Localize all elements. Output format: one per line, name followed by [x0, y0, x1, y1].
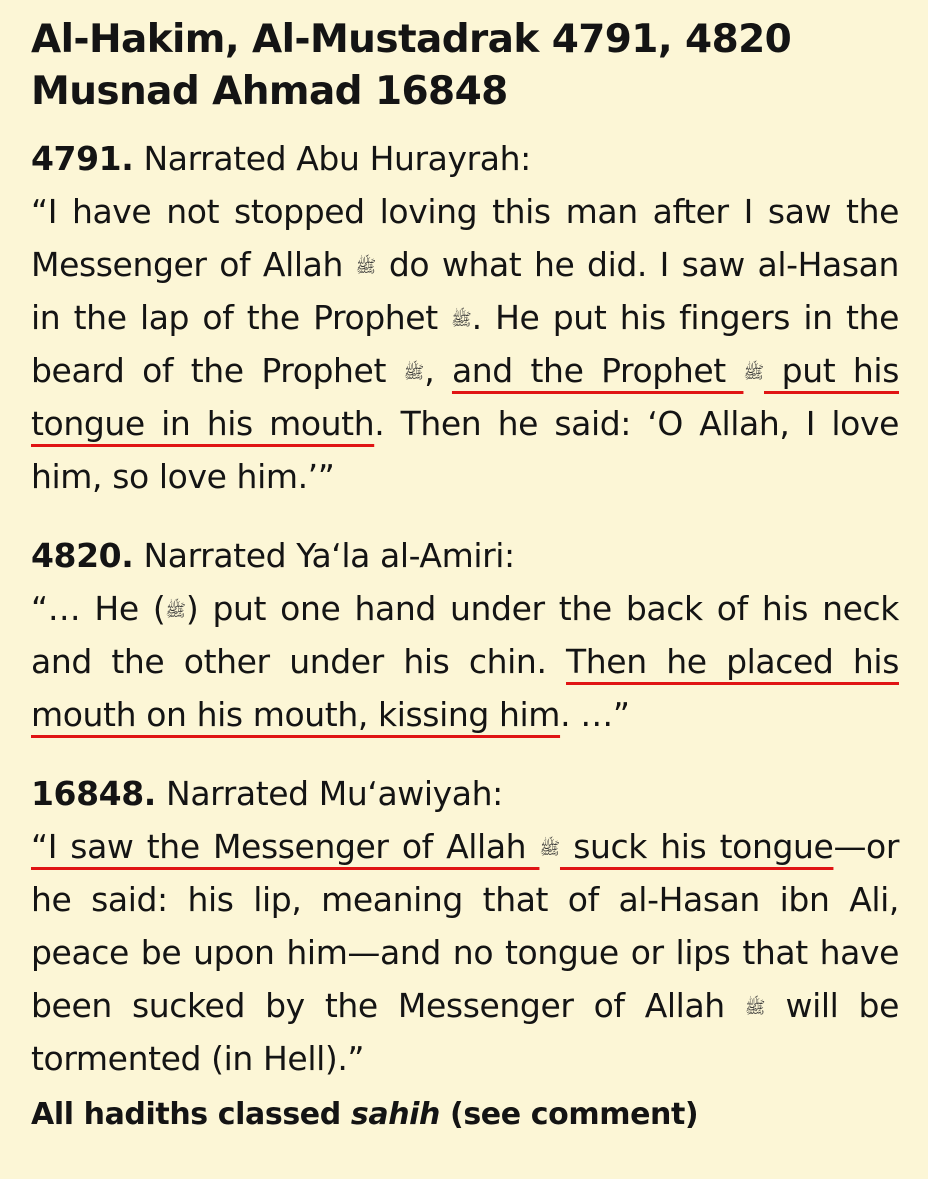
hadith-text-segment: —or he said: his lip, meaning that of al-Hasan ibn Ali, peace be upon him—and no tongue or lips that have been sucked by the Messenger of Allah — [31, 827, 899, 1025]
title-line-1: Al-Hakim, Al-Mustadrak 4791, 4820 — [31, 17, 792, 62]
hadith-text-segment: “I saw the Messenger of Allah — [31, 827, 540, 866]
highlighted-phrase — [31, 827, 833, 866]
hadith-4791 — [31, 132, 899, 503]
hadith-text-segment: “I have not stopped loving this man after I saw the Messenger of Allah — [31, 192, 899, 284]
hadith-narrator: Narrated Ya‘la al-Amiri: — [143, 536, 515, 575]
hadith-heading — [31, 529, 899, 582]
classification-grade: sahih — [350, 1097, 440, 1132]
hadith-text-segment: . He put his fingers in the beard of the Prophet — [31, 298, 899, 390]
hadith-text-segment: put his tongue in his mouth — [31, 351, 899, 443]
hadith-text-segment: do what he did. I saw al-Hasan in the lap of the Prophet — [31, 245, 899, 337]
hadith-heading — [31, 767, 899, 820]
hadith-number: 4791. — [31, 139, 134, 178]
hadith-number: 4820. — [31, 536, 134, 575]
title-line-2: Musnad Ahmad 16848 — [31, 69, 508, 114]
salutation-icon: ﷺ — [743, 363, 764, 383]
salutation-icon: ﷺ — [165, 601, 186, 621]
highlighted-phrase: Then he placed his mouth on his mouth, kissing him — [31, 642, 899, 734]
hadith-heading — [31, 132, 899, 185]
hadith-text-segment: , — [424, 351, 452, 390]
hadith-text-segment: ) put one hand under the back of his neck and the other under his chin. — [31, 589, 899, 681]
hadith-text-segment: “… He ( — [31, 589, 166, 628]
hadith-text-segment: will be tormented (in Hell).” — [31, 986, 899, 1078]
hadith-text-segment: . Then he said: ‘O Allah, I love him, so love him.’” — [31, 404, 899, 496]
salutation-icon: ﷺ — [451, 310, 472, 330]
salutation-icon: ﷺ — [355, 257, 377, 277]
salutation-icon: ﷺ — [744, 998, 766, 1018]
classification-suffix: (see comment) — [440, 1097, 699, 1132]
hadith-text — [31, 582, 899, 741]
hadith-16848 — [31, 767, 899, 1085]
classification-prefix: All hadiths classed — [31, 1097, 351, 1132]
hadith-text — [31, 185, 899, 503]
page-title — [31, 14, 899, 118]
hadith-text-segment: suck his tongue — [559, 827, 834, 866]
hadith-narrator: Narrated Mu‘awiyah: — [166, 774, 503, 813]
classification-note — [31, 1089, 899, 1141]
salutation-icon: ﷺ — [403, 363, 425, 383]
hadith-narrator: Narrated Abu Hurayrah: — [143, 139, 531, 178]
hadith-text — [31, 820, 899, 1085]
salutation-icon: ﷺ — [539, 839, 560, 859]
hadith-text-segment: and the Prophet — [451, 351, 744, 390]
hadith-number: 16848. — [31, 774, 156, 813]
hadith-text-segment: . …” — [560, 695, 630, 734]
hadith-4820 — [31, 529, 899, 741]
